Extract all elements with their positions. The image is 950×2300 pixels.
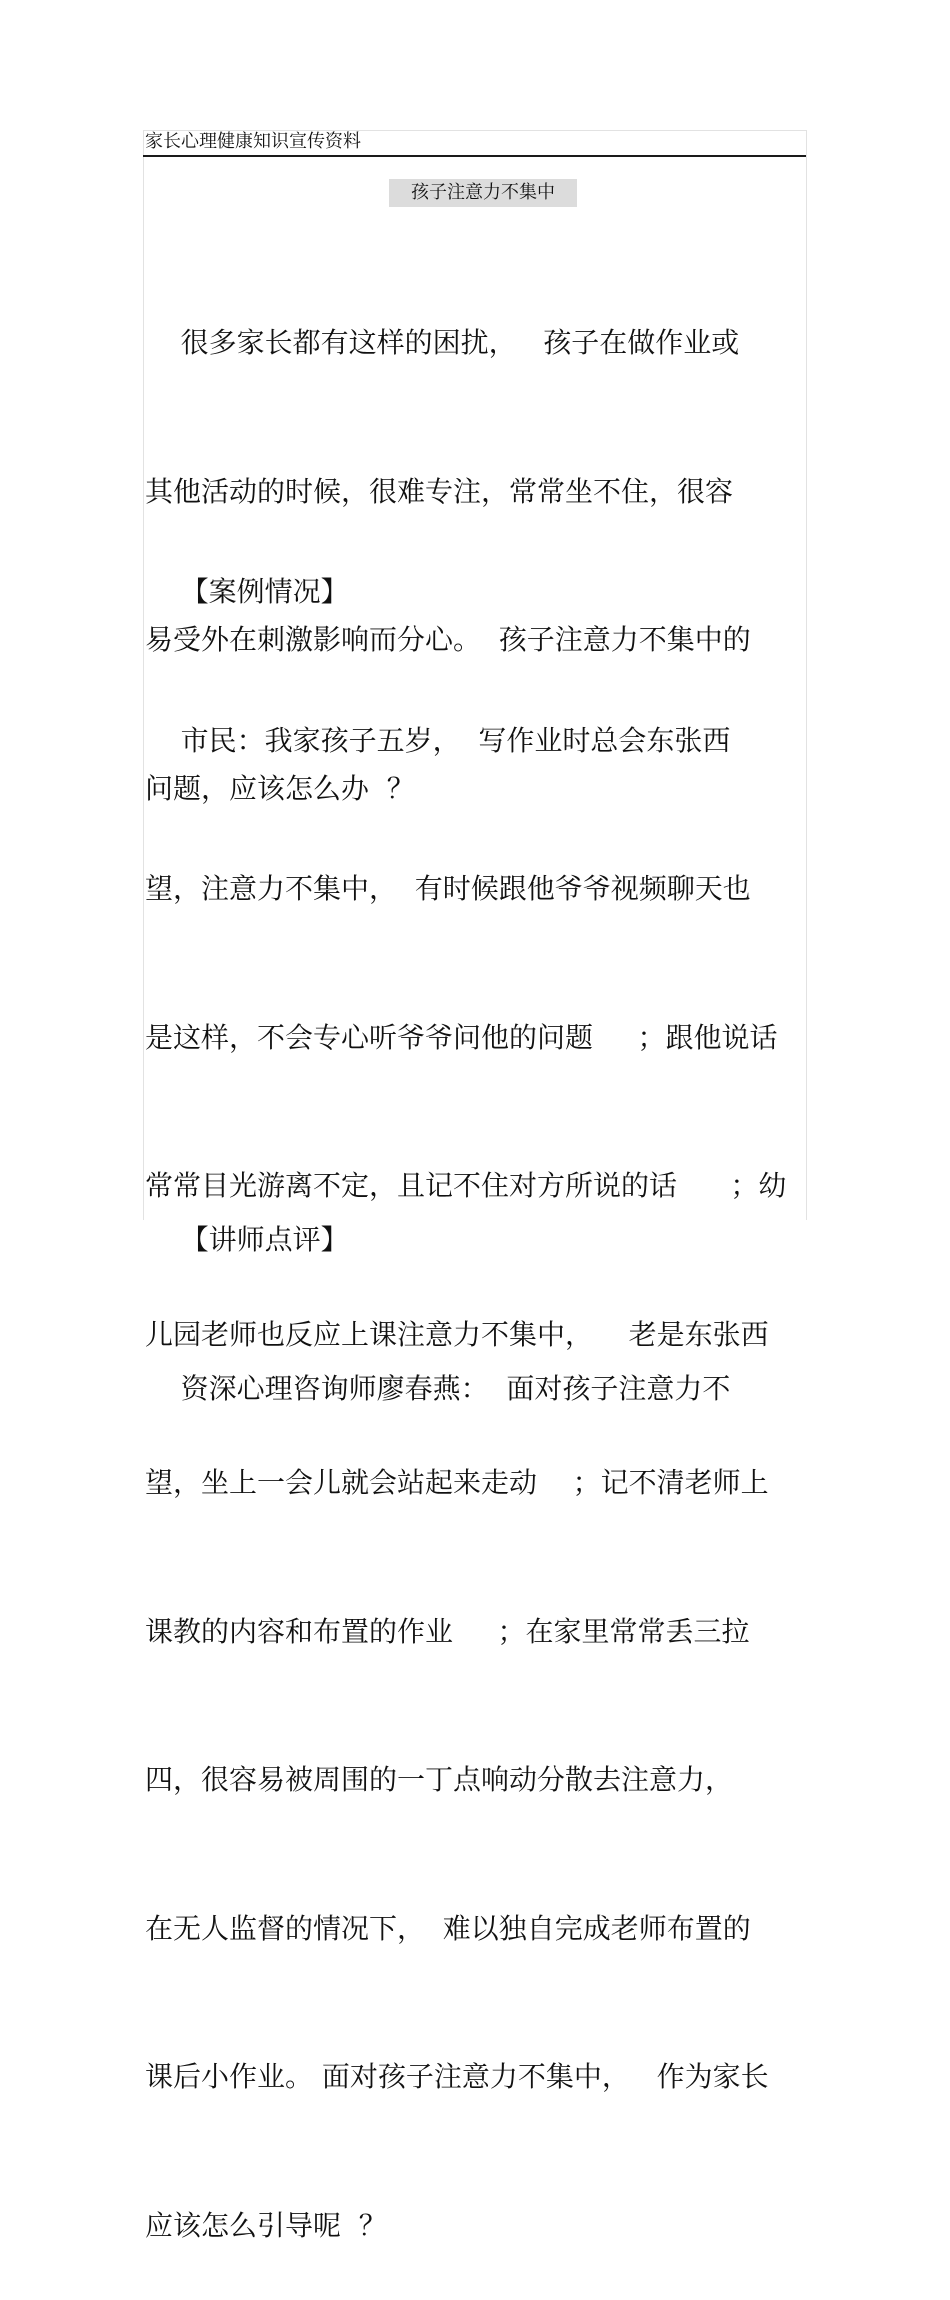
text-line: 儿园老师也反应上课注意力不集中， 老是东张西 xyxy=(145,1317,769,1351)
text-line: 资深心理咨询师廖春燕： 面对孩子注意力不 xyxy=(145,1371,731,1405)
review-heading: 【讲师点评】 xyxy=(145,1223,349,1256)
text-line: 课教的内容和布置的作业 ；在家里常常丢三拉 xyxy=(145,1614,750,1648)
header-divider xyxy=(143,155,806,157)
text-line: 在无人监督的情况下， 难以独自完成老师布置的 xyxy=(145,1911,751,1945)
text-line: 易受外在刺激影响而分心。 孩子注意力不集中的 xyxy=(145,623,751,656)
text-line: 望，坐上一会儿就会站起来走动 ；记不清老师上 xyxy=(145,1466,769,1499)
text-line: 其他活动的时候，很难专注，常常坐不住，很容 xyxy=(145,474,734,508)
text-line: 课后小作业。 面对孩子注意力不集中， 作为家长 xyxy=(145,2060,769,2093)
running-header: 家长心理健康知识宣传资料 xyxy=(145,131,361,152)
text-line: 是这样，不会专心听爷爷问他的问题 ；跟他说话 xyxy=(145,1020,778,1054)
case-heading: 【案例情况】 xyxy=(145,575,349,608)
review-section xyxy=(145,1116,807,1463)
text-line: 市民：我家孩子五岁， 写作业时总会东张西 xyxy=(145,723,731,757)
document-title: 孩子注意力不集中 xyxy=(389,179,577,207)
text-line: 应该怎么引导呢 ？ xyxy=(145,2208,387,2242)
text-line: 望，注意力不集中， 有时候跟他爷爷视频聊天也 xyxy=(145,872,751,905)
text-line: 问题，应该怎么办 ？ xyxy=(145,771,415,805)
text-line: 很多家长都有这样的困扰， 孩子在做作业或 xyxy=(145,326,740,359)
text-line: 四，很容易被周围的一丁点响动分散去注意力， xyxy=(145,1763,734,1796)
text-line: 常常目光游离不定，且记不住对方所说的话 ；幼 xyxy=(145,1169,787,1202)
